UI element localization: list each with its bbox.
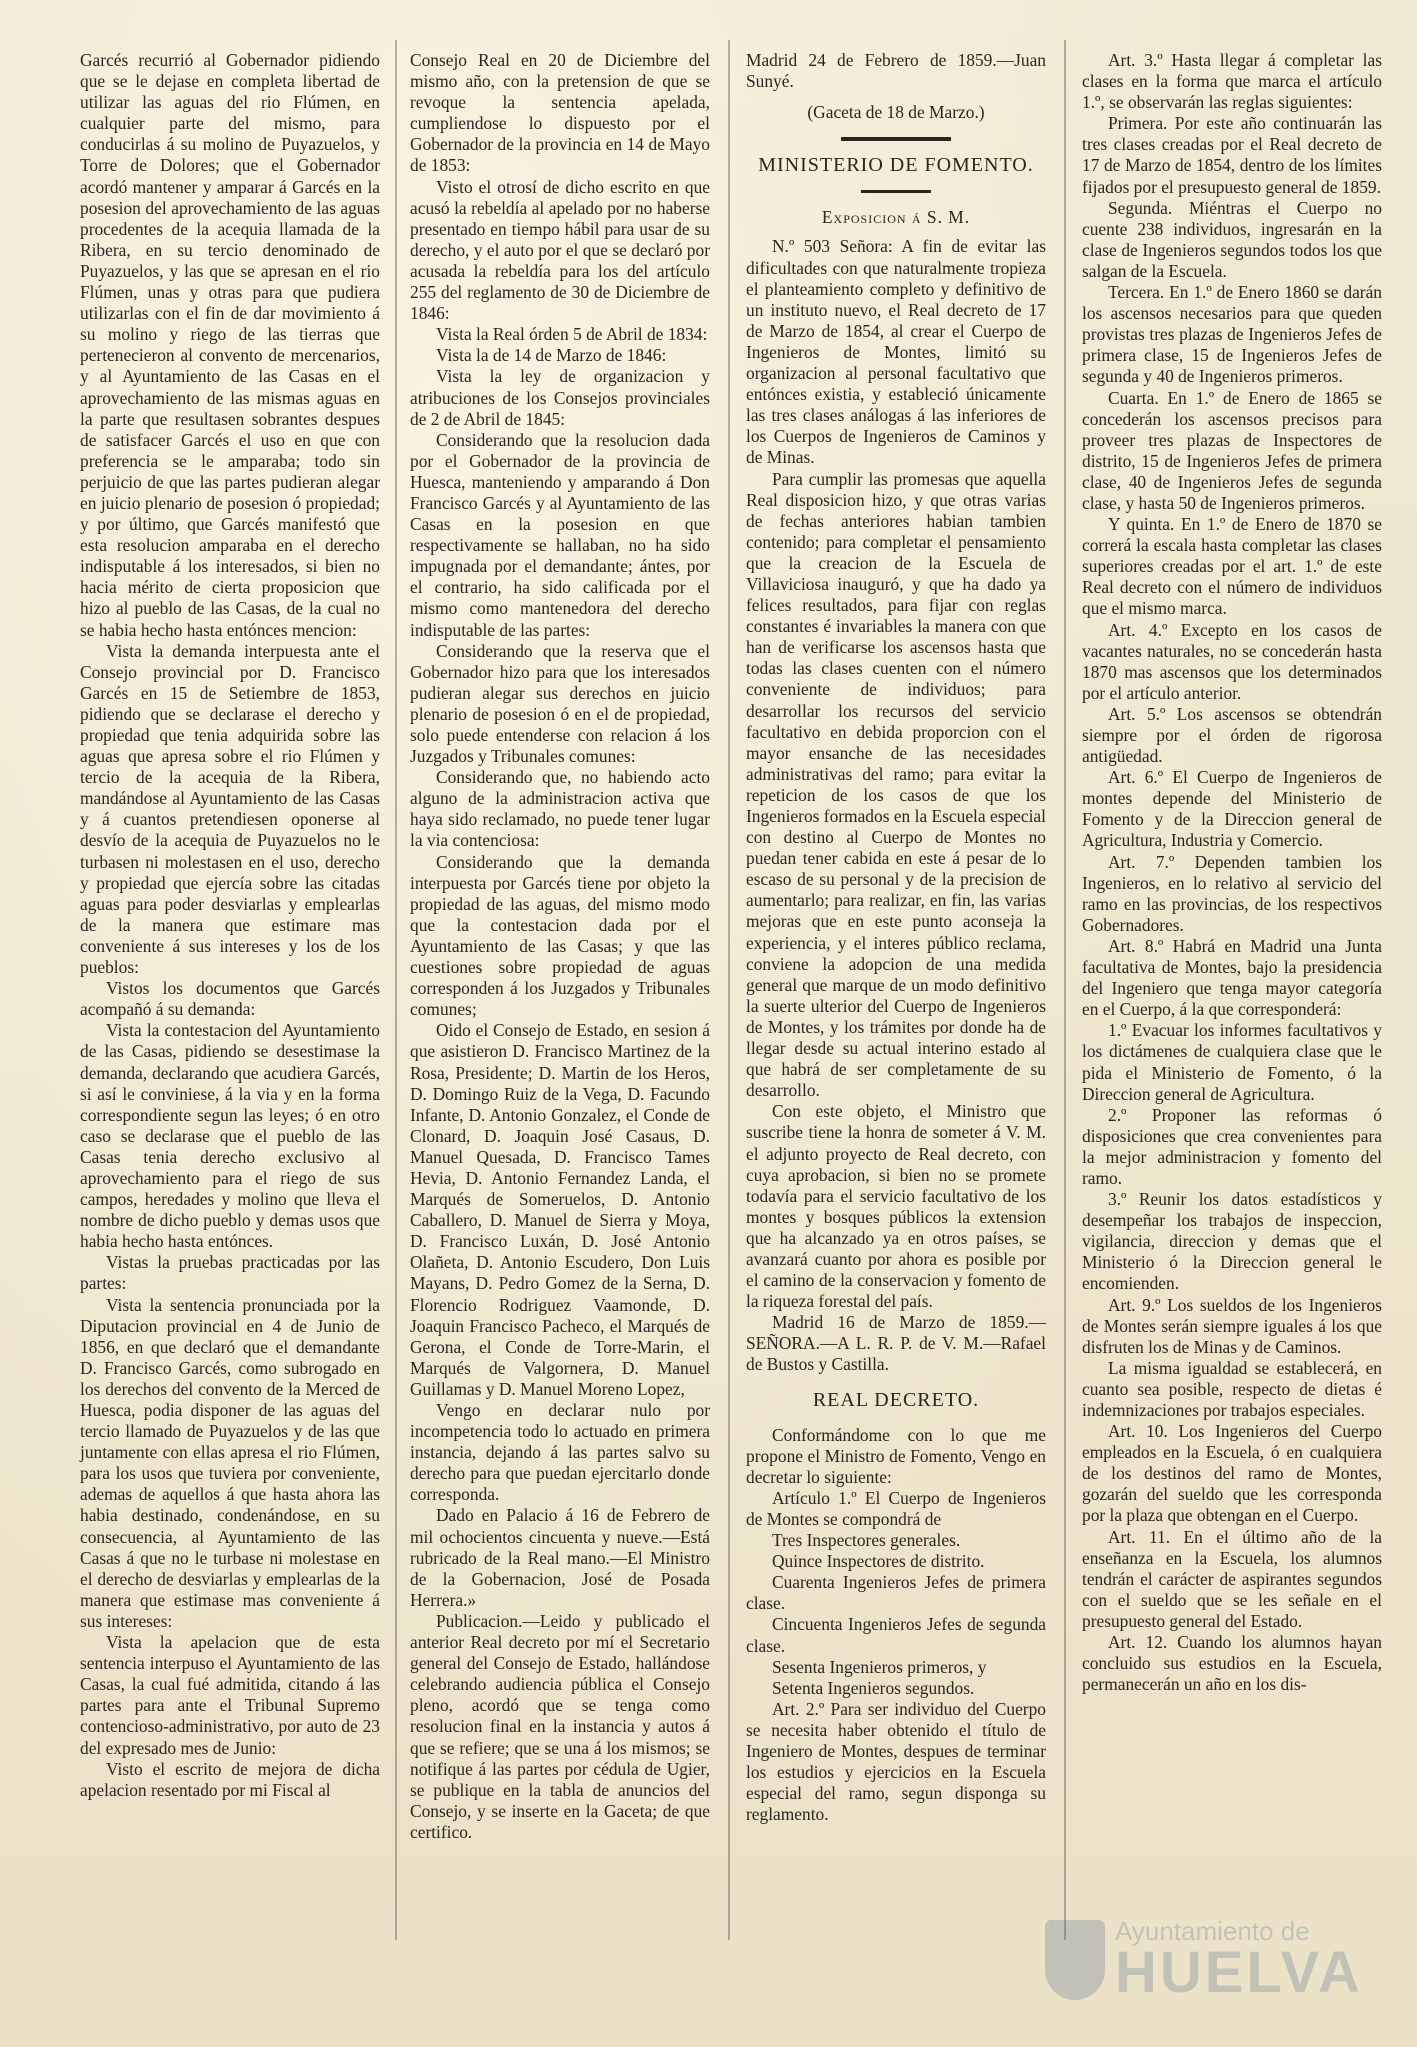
paragraph: Primera. Por este año continuarán las tres clases creadas por el Real decreto de 17 de Marzo de 1854, dentro de los límites fijados por el presupuesto general de 1859. xyxy=(1082,113,1382,197)
column-rule xyxy=(728,40,730,1940)
paragraph: Consejo Real en 20 de Diciembre del mismo año, con la pretension de que se revoque la sentencia apelada, cumpliendose lo dispuesto por el Gobernador de la provincia en 14 de Mayo de 1853: xyxy=(410,50,710,176)
paragraph: Cuarenta Ingenieros Jefes de primera clase. xyxy=(746,1572,1046,1614)
paragraph: Art. 5.º Los ascensos se obtendrán siempre por el órden de rigorosa antigüedad. xyxy=(1082,703,1382,767)
paragraph: Art. 9.º Los sueldos de los Ingenieros de Montes serán siempre iguales á los que disfruten los de Minas y de Caminos. xyxy=(1082,1294,1382,1357)
divider xyxy=(841,137,951,141)
paragraph: Considerando que la resolucion dada por el Gobernador de la provincia de Huesca, manteniendo y amparando á Don Francisco Garcés y al Ayuntamiento de las Casas en la posesion en que respectivamente se hallaban, no ha sido impugnada por el demandante; ántes, por el contrario, ha sido calificada por el mismo como mantenedora del derecho indisputable de las partes: xyxy=(410,429,710,640)
paragraph: Para cumplir las promesas que aquella Real disposicion hizo, y que otras varias de fechas anteriores habian tambien contenido; para completar el pensamiento que la creacion de la Escuela de Villaviciosa inauguró, y que ha dado ya felices resultados, para fijar con reglas constantes é invariables la manera con que han de verificarse los ascensos hasta que todas las clases cuenten con el número conveniente de individuos; para desarrollar los recursos del servicio facultativo en debida proporcion con el mayor ensanche de las necesidades administrativas del ramo; para evitar la repeticion de los casos de que los Ingenieros formados en la Escuela especial con destino al Cuerpo de Montes no puedan tener cabida en este á pesar de lo escaso de su personal y de la precision de aumentarlo; para realizar, en fin, las varias mejoras que en este punto aconseja la experiencia, y el interes público reclama, conviene la adopcion de una medida general que marque de un modo definitivo la suerte ulterior del Cuerpo de Ingenieros de Montes, y los trámites por donde ha de llegar desde su actual interino estado al que habrá de ser completamente de su desarrollo. xyxy=(746,468,1046,1101)
paragraph: Vista la demanda interpuesta ante el Consejo provincial por D. Francisco Garcés en 15 de Setiembre de 1853, pidiendo que se declarase el derecho y propiedad que tenia adquirida sobre las aguas que apresa sobre el rio Flúmen y tercio de la acequia de la Ribera, mandándose al Ayuntamiento de las Casas y á cuantos pretendiesen oponerse al desvío de la acequia de Puyazuelos no le turbasen ni molestasen en el uso, derecho y propiedad que ejercía sobre las citadas aguas para poder desviarlas y emplearlas de la manera que estimare mas conveniente á sus intereses y los de los pueblos: xyxy=(80,640,380,978)
paragraph: Art. 2.º Para ser individuo del Cuerpo se necesita haber obtenido el título de Ingeniero de Montes, despues de terminar los estudios y ejercicios en la Escuela especial del ramo, segun disponga su reglamento. xyxy=(746,1698,1046,1825)
paragraph: Madrid 16 de Marzo de 1859.—SEÑORA.—A L. R. P. de V. M.—Rafael de Bustos y Castilla. xyxy=(746,1312,1046,1375)
paragraph: Vista la de 14 de Marzo de 1846: xyxy=(436,345,667,366)
watermark-line1: Ayuntamiento de xyxy=(1115,1916,1310,1946)
paragraph: Garcés recurrió al Gobernador pidiendo que se le dejase en completa libertad de utilizar las aguas del rio Flúmen, en cualquier parte del mismo, para conducirlas á su molino de Puyazuelos, y Torre de Dolores; que el Gobernador acordó mantener y amparar á Garcés en la posesion del aprovechamiento de las aguas procedentes de la acequia llamada de la Ribera, en su tercio denominado de Puyazuelos, y las que se apresan en el rio Flúmen, unas y otras para que pudiera utilizarlas con el fin de dar movimiento á su molino y riego de las tierras que pertenecieron al convento de mercenarios, y al Ayuntamiento de las Casas en el aprovechamiento de las mismas aguas en la parte que resultasen sobrantes despues de satisfacer Garcés el uso en que con preferencia se le amparaba; todo sin perjuicio de que las partes pudieran alegar en juicio plenario de posesion ó propiedad; y por último, que Garcés manifestó que esta resolucion amparaba en el derecho indisputable á los interesados, si bien no hacia mérito de cierta proposicion que hizo al pueblo de las Casas, de la cual no se habia hecho hasta entónces mencion: xyxy=(80,50,380,640)
paragraph: Art. 4.º Excepto en los casos de vacantes naturales, no se concederán hasta 1870 mas ascensos que los determinados por el artículo anterior. xyxy=(1082,619,1382,703)
paragraph: Vistos los documentos que Garcés acompañó á su demanda: xyxy=(80,978,380,1020)
paragraph: Tercera. En 1.º de Enero 1860 se darán los ascensos necesarios para que queden provistas tres plazas de Ingenieros Jefes de primera clase, 15 de Ingenieros Jefes de segunda y 40 de Ingenieros primeros. xyxy=(1082,282,1382,387)
divider xyxy=(861,190,931,193)
paragraph: N.º 503 Señora: A fin de evitar las dificultades con que naturalmente tropieza el planteamiento completo y definitivo de un instituto nuevo, el Real decreto de 17 de Marzo de 1854, al crear el Cuerpo de Ingenieros de Montes, limitó su organizacion al personal facultativo que entónces existia, y estableció únicamente las tres clases análogas á las inferiores de los Cuerpos de Ingenieros de Caminos y de Minas. xyxy=(746,236,1046,468)
column-rule xyxy=(1064,40,1066,1940)
paragraph: 1.º Evacuar los informes facultativos y los dictámenes de cualquiera clase que le pida el Ministerio de Fomento, ó la Direccion general de Agricultura. xyxy=(1082,1020,1382,1104)
paragraph: Vista la apelacion que de esta sentencia interpuso el Ayuntamiento de las Casas, la cual fué admitida, citando á las partes para ante el Tribunal Supremo contencioso-administrativo, por auto de 23 del expresado mes de Junio: xyxy=(80,1632,380,1758)
signature-line: Madrid 24 de Febrero de 1859.—Juan Sunyé. xyxy=(746,50,1046,92)
paragraph: Con este objeto, el Ministro que suscribe tiene la honra de someter á V. M. el adjunto proyecto de Real decreto, con cuya aprobacion, si bien no se promete todavía para el servicio facultativo de los montes y bosques públicos la extension que ha alcanzado ya en otros países, se avanzará cuanto por ahora es posible por el camino de la conservacion y fomento de la riqueza forestal del país. xyxy=(746,1101,1046,1312)
real-decreto-heading: REAL DECRETO. xyxy=(812,1388,980,1411)
paragraph: Conformándome con lo que me propone el Ministro de Fomento, Vengo en decretar lo siguiente: xyxy=(746,1424,1046,1487)
watermark-line2: HUELVA xyxy=(1115,1940,1363,2005)
paragraph: Vista la ley de organizacion y atribuciones de los Consejos provinciales de 2 de Abril de 1845: xyxy=(410,366,710,429)
paragraph: Segunda. Miéntras el Cuerpo no cuente 238 individuos, ingresarán en la clase de Ingenieros segundos todos los que salgan de la Escuela. xyxy=(1082,197,1382,281)
gaceta-reference: (Gaceta de 18 de Marzo.) xyxy=(807,102,985,123)
paragraph: Artículo 1.º El Cuerpo de Ingenieros de Montes se compondrá de xyxy=(746,1487,1046,1529)
watermark xyxy=(1045,1905,1375,2015)
paragraph: Visto el otrosí de dicho escrito en que acusó la rebeldía al apelado por no haberse presentado en tiempo hábil para usar de su derecho, y el auto por el que se declaró por acusada la rebeldía para los del artículo 255 del reglamento de 30 de Diciembre de 1846: xyxy=(410,176,710,324)
paragraph: Art. 10. Los Ingenieros del Cuerpo empleados en la Escuela, ó en cualquiera de los destinos del ramo de Montes, gozarán del sueldo que les corresponda por la plaza que obtengan en el Cuerpo. xyxy=(1082,1421,1382,1526)
exposition-heading: Exposicion á S. M. xyxy=(821,207,971,228)
paragraph: Considerando que, no habiendo acto alguno de la administracion activa que haya sido reclamado, no puede tener lugar la via contenciosa: xyxy=(410,767,710,851)
coat-of-arms-icon xyxy=(1045,1920,1105,2000)
paragraph: Y quinta. En 1.º de Enero de 1870 se correrá la escala hasta completar las clases superiores creadas por el art. 1.º de este Real decreto con el número de individuos que el mismo marca. xyxy=(1082,514,1382,619)
column-4 xyxy=(1082,50,1382,1695)
ministry-heading: MINISTERIO DE FOMENTO. xyxy=(758,154,1034,177)
paragraph: Vengo en declarar nulo por incompetencia todo lo actuado en primera instancia, dejando á las partes salvo su derecho para que puedan ejercitarlo donde corresponda. xyxy=(410,1400,710,1505)
paragraph: Considerando que la reserva que el Gobernador hizo para que los interesados pudieran alegar sus derechos en juicio plenario de posesion ó en el de propiedad, solo puede entenderse con relacion á los Juzgados y Tribunales comunes: xyxy=(410,640,710,767)
paragraph: Quince Inspectores de distrito. xyxy=(772,1551,985,1572)
paragraph: 2.º Proponer las reformas ó disposiciones que crea convenientes para la mejor administracion y fomento del ramo. xyxy=(1082,1104,1382,1188)
paragraph: Considerando que la demanda interpuesta por Garcés tiene por objeto la propiedad de las aguas, del mismo modo que la contestacion dada por el Ayuntamiento de las Casas; y que las cuestiones sobre propiedad de aguas corresponden á los Juzgados y Tribunales comunes; xyxy=(410,851,710,1020)
paragraph: Art. 11. En el último año de la enseñanza en la Escuela, los alumnos tendrán el carácter de aspirantes segundos con el sueldo que se les señale en el presupuesto general del Estado. xyxy=(1082,1526,1382,1631)
column-2 xyxy=(410,50,710,1843)
column-rule xyxy=(395,40,397,1940)
paragraph: Visto el escrito de mejora de dicha apelacion resentado por mi Fiscal al xyxy=(80,1758,380,1800)
paragraph: Art. 8.º Habrá en Madrid una Junta facultativa de Montes, bajo la presidencia del Ingeniero que tenga mayor categoría en el Cuerpo, á la que corresponderá: xyxy=(1082,935,1382,1020)
paragraph: Tres Inspectores generales. xyxy=(772,1530,961,1551)
paragraph: Cincuenta Ingenieros Jefes de segunda clase. xyxy=(746,1614,1046,1656)
paragraph: Vista la Real órden 5 de Abril de 1834: xyxy=(436,324,708,345)
paragraph: Vistas la pruebas practicadas por las partes: xyxy=(80,1252,380,1294)
paragraph: Cuarta. En 1.º de Enero de 1865 se concederán los ascensos precisos para proveer tres plazas de Inspectores de distrito, 15 de Ingenieros Jefes de primera clase, 40 de Ingenieros Jefes de segunda clase, y hasta 50 de Ingenieros primeros. xyxy=(1082,387,1382,513)
paragraph: Art. 12. Cuando los alumnos hayan concluido sus estudios en la Escuela, permanecerán un año en los dis- xyxy=(1082,1632,1382,1695)
column-3 xyxy=(746,50,1046,1825)
paragraph: Publicacion.—Leido y publicado el anterior Real decreto por mí el Secretario general del Consejo de Estado, hallándose celebrando audiencia pública el Consejo pleno, acordó que se tenga como resolucion final en la instancia y autos á que se refiere; que se una á los mismos; se notifique á las partes por cédula de Ugier, se publique en la tabla de anuncios del Consejo, y se inserte en la Gaceta; de que certifico. xyxy=(410,1610,710,1842)
paragraph: Art. 3.º Hasta llegar á completar las clases en la forma que marca el artículo 1.º, se observarán las reglas siguientes: xyxy=(1082,50,1382,113)
paragraph: Sesenta Ingenieros primeros, y xyxy=(772,1656,987,1677)
paragraph: Vista la contestacion del Ayuntamiento de las Casas, pidiendo se desestimase la demanda, declarando que acudiera Garcés, si así le conviniese, á la via y en la forma correspondiente segun las leyes; ó en otro caso se declarase que el pueblo de las Casas tenia derecho exclusivo al aprovechamiento para el riego de sus campos, heredades y molino que lleva el nombre de dicho pueblo y demas usos que habia hecho hasta entónces. xyxy=(80,1020,380,1252)
paragraph: Oido el Consejo de Estado, en sesion á que asistieron D. Francisco Martinez de la Rosa, Presidente; D. Martin de los Heros, D. Domingo Ruiz de la Vega, D. Facundo Infante, D. Antonio Gonzalez, el Conde de Clonard, D. Joaquin José Casaus, D. Manuel Quesada, D. Francisco Tames Hevia, D. Antonio Fernandez Landa, el Marqués de Someruelos, D. Antonio Caballero, D. Manuel de Sierra y Moya, D. Francisco Luxán, D. José Antonio Olañeta, D. Antonio Escudero, Don Luis Mayans, D. Pedro Gomez de la Serna, D. Florencio Rodriguez Vaamonde, D. Joaquin Francisco Pacheco, el Marqués de Gerona, el Conde de Torre-Marin, el Marqués de Valgornera, D. Manuel Guillamas y D. Manuel Moreno Lopez, xyxy=(410,1020,710,1399)
paragraph: Art. 6.º El Cuerpo de Ingenieros de montes depende del Ministerio de Fomento y de la Direccion general de Agricultura, Industria y Comercio. xyxy=(1082,767,1382,851)
paragraph: Setenta Ingenieros segundos. xyxy=(772,1677,975,1698)
paragraph: La misma igualdad se establecerá, en cuanto sea posible, respecto de dietas é indemnizaciones por trabajos especiales. xyxy=(1082,1357,1382,1420)
paragraph: 3.º Reunir los datos estadísticos y desempeñar los trabajos de inspeccion, vigilancia, direccion y demas que el Ministerio ó la Direccion general le encomienden. xyxy=(1082,1189,1382,1294)
column-1 xyxy=(80,50,380,1801)
paragraph: Vista la sentencia pronunciada por la Diputacion provincial en 4 de Junio de 1856, en que declaró que el demandante D. Francisco Garcés, como subrogado en los derechos del convento de la Merced de Huesca, podia disponer de las aguas del tercio llamado de Puyazuelos y de las que juntamente con ellas apresa el rio Flúmen, para los usos que tuviera por conveniente, ademas de aquellos á que hasta ahora las habia destinado, condenándose, en su consecuencia, al Ayuntamiento de las Casas á que no le turbase ni molestase en el derecho de desviarlas y emplearlas de la manera que estimase mas conveniente á sus intereses: xyxy=(80,1294,380,1631)
paragraph: Art. 7.º Dependen tambien los Ingenieros, en lo relativo al servicio del ramo en las provincias, de los respectivos Gobernadores. xyxy=(1082,851,1382,935)
paragraph: Dado en Palacio á 16 de Febrero de mil ochocientos cincuenta y nueve.—Está rubricado de la Real mano.—El Ministro de la Gobernacion, José de Posada Herrera.» xyxy=(410,1505,710,1610)
